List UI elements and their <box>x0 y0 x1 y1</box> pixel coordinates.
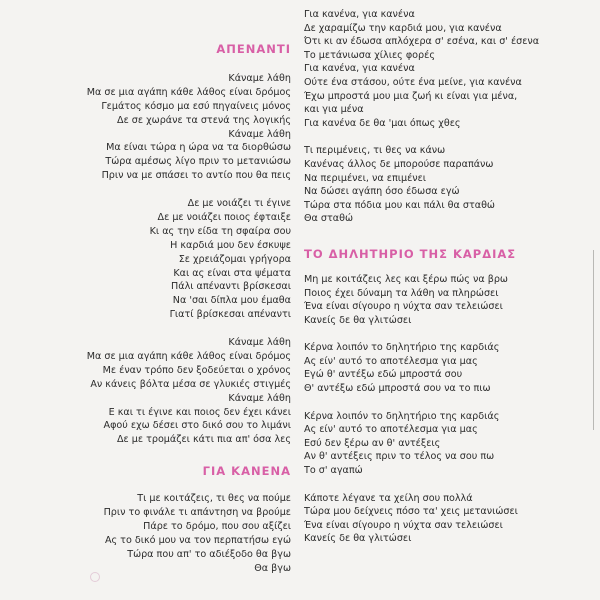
lyric-line: Ούτε ένα στάσου, ούτε ένα μείνε, για κανένα <box>304 76 522 88</box>
lyric-line: Κανείς δε θα γλιτώσει <box>304 533 412 545</box>
right-column <box>304 8 592 546</box>
lyric-line: Η καρδιά μου δεν έσκυψε <box>170 239 291 251</box>
lyric-line: Θα βγω <box>254 562 291 574</box>
lyric-line: Μη με κοιτάζεις λες και ξέρω πώς να βρω <box>304 273 508 285</box>
song-title-apenanti: ΑΠΕΝΑΝΤΙ <box>216 42 291 56</box>
lyrics-stanza <box>304 341 592 395</box>
lyrics-stanza <box>304 8 592 130</box>
lyric-line: Για κανένα, για κανένα <box>304 9 415 20</box>
lyric-line: Δε με τρομάζει κάτι πια απ' όσα λες <box>116 434 291 446</box>
song-title-to-dilitirio-tis-kardias: ΤΟ ΔΗΛΗΤΗΡΙΟ ΤΗΣ ΚΑΡΔΙΑΣ <box>304 246 517 261</box>
lyric-line: Τώρα στα πόδια μου και πάλι θα σταθώ <box>304 199 495 211</box>
lyric-line: Τώρα που απ' το αδιέξοδο θα βγω <box>127 548 291 560</box>
lyric-line: Ε και τι έγινε και ποιος δεν έχει κάνει <box>108 406 291 418</box>
booklet-spine-fold <box>590 250 594 430</box>
lyric-line: Με έναν τρόπο δεν ξοδεύεται ο χρόνος <box>102 364 291 376</box>
lyric-line: Το μετάνιωσα χίλιες φορές <box>304 49 435 61</box>
lyric-line: Δε χαραμίζω την καρδιά μου, για κανένα <box>304 22 502 34</box>
lyric-line: Για κανένα δε θα 'μαι όπως χθες <box>304 117 461 129</box>
lyric-line: Να 'σαι δίπλα μου έμαθα <box>172 295 291 307</box>
lyric-line: Αν κάνεις βόλτα μέσα σε γλυκιές στιγμές <box>90 378 291 390</box>
lyric-line: Πριν να με σπάσει το αντίο που θα πεις <box>101 170 291 182</box>
lyric-line: Αν θ' αντέξεις πριν το τέλος να σου πω <box>304 451 495 463</box>
lyric-line: Κι ας την είδα τη σφαίρα σου <box>149 225 291 237</box>
lyric-line: και για μένα <box>304 104 364 116</box>
lyric-line: Αφού εχω δέσει στο δικό σου το λιμάνι <box>103 420 291 432</box>
lyric-line: Γεμάτος κόσμο μα εσύ πηγαίνεις μόνος <box>101 100 291 112</box>
lyric-line: Τώρα μου δείχνεις πόσο τα' χεις μετανιώσει <box>304 506 518 518</box>
lyric-line: Για κανένα, για κανένα <box>304 63 415 75</box>
lyric-line: Τι περιμένεις, τι θες να κάνω <box>304 145 446 157</box>
lyric-line: Κάποτε λέγανε τα χείλη σου πολλά <box>304 492 473 504</box>
lyric-line: Κέρνα λοιπόν το δηλητήριο της καρδιάς <box>304 410 500 422</box>
lyric-line: Κανείς δε θα γλιτώσει <box>304 314 412 326</box>
lyrics-stanza <box>8 492 291 575</box>
song-title-gia-kanena: ΓΙΑ ΚΑΝΕΝΑ <box>202 464 291 479</box>
lyric-line: Κάναμε λάθη <box>228 337 291 349</box>
lyric-line: Κανένας άλλος δε μπορούσε παραπάνω <box>304 158 494 170</box>
lyric-line: Ένα είναι σίγουρο η νύχτα σαν τελειώσει <box>304 519 503 531</box>
lyric-line: Σε χρειάζομαι γρήγορα <box>178 253 291 265</box>
lyric-line: Κάναμε λάθη <box>228 392 291 404</box>
lyric-line: Πάρε το δρόμο, που σου αξίζει <box>143 521 291 533</box>
lyric-line: Ας είν' αυτό το αποτέλεσμα για μας <box>304 355 478 367</box>
lyrics-stanza <box>304 273 592 327</box>
lyric-line: Θα σταθώ <box>304 213 354 225</box>
lyrics-stanza <box>304 144 592 226</box>
lyric-line: Ότι κι αν έδωσα απλόχερα σ' εσένα, και σ' έσενα <box>304 36 540 48</box>
lyrics-stanza <box>304 492 592 546</box>
lyric-line: Πάλι απέναντι βρίσκεσαι <box>171 281 291 293</box>
lyric-line: Θ' αντέξω εδώ μπροστά σου να το πιω <box>304 383 491 395</box>
lyric-line: Κάναμε λάθη <box>228 128 291 140</box>
lyric-line: Ας είν' αυτό το αποτέλεσμα για μας <box>304 424 478 436</box>
lyric-line: Κάναμε λάθη <box>228 73 291 84</box>
lyric-line: Ένα είναι σίγουρο η νύχτα σαν τελειώσει <box>304 301 503 313</box>
lyric-line: Δε σε χωράνε τα στενά της λογικής <box>117 114 291 126</box>
lyric-line: Το σ' αγαπώ <box>304 465 363 477</box>
lyric-line: Έχω μπροστά μου μια ζωή κι είναι για μένα, <box>304 90 518 102</box>
lyric-line: Γιατί βρίσκεσαι απέναντι <box>169 309 291 321</box>
lyric-line: Ποιος έχει δύναμη τα λάθη να πληρώσει <box>304 287 499 299</box>
lyric-line: Δε με νοιάζει τι έγινε <box>187 198 291 210</box>
lyric-line: Ας το δικό μου να τον περπατήσω εγώ <box>104 534 291 546</box>
lyric-line: Εσύ δεν ξέρω αν θ' αντέξεις <box>304 437 441 449</box>
corner-mark <box>90 572 100 582</box>
lyrics-stanza <box>304 410 592 478</box>
lyrics-stanza <box>8 197 291 322</box>
lyrics-stanza <box>8 336 291 447</box>
lyric-line: Δε με νοιάζει ποιος έφταιξε <box>157 212 291 224</box>
lyric-line: Να δώσει αγάπη όσο έδωσα εγώ <box>304 186 460 198</box>
lyric-line: Τι με κοιτάζεις, τι θες να πούμε <box>137 493 291 505</box>
lyric-line: Πριν το φινάλε τι απάντηση να βρούμε <box>103 507 291 519</box>
lyric-line: Μα είναι τώρα η ώρα να τα διορθώσω <box>106 142 291 154</box>
lyrics-stanza <box>8 72 291 183</box>
lyric-line: Κέρνα λοιπόν το δηλητήριο της καρδιάς <box>304 342 500 354</box>
left-column <box>8 42 291 576</box>
lyric-line: Μα σε μια αγάπη κάθε λάθος είναι δρόμος <box>86 86 291 98</box>
lyric-line: Μα σε μια αγάπη κάθε λάθος είναι δρόμος <box>86 351 291 363</box>
lyric-line: Εγώ θ' αντέξω εδώ μπροστά σου <box>304 369 463 381</box>
lyric-line: Να περιμένει, να επιμένει <box>304 172 427 184</box>
lyric-line: Τώρα αμέσως λίγο πριν το μετανιώσω <box>105 156 291 168</box>
lyric-line: Και ας είναι στα ψέματα <box>173 267 291 279</box>
